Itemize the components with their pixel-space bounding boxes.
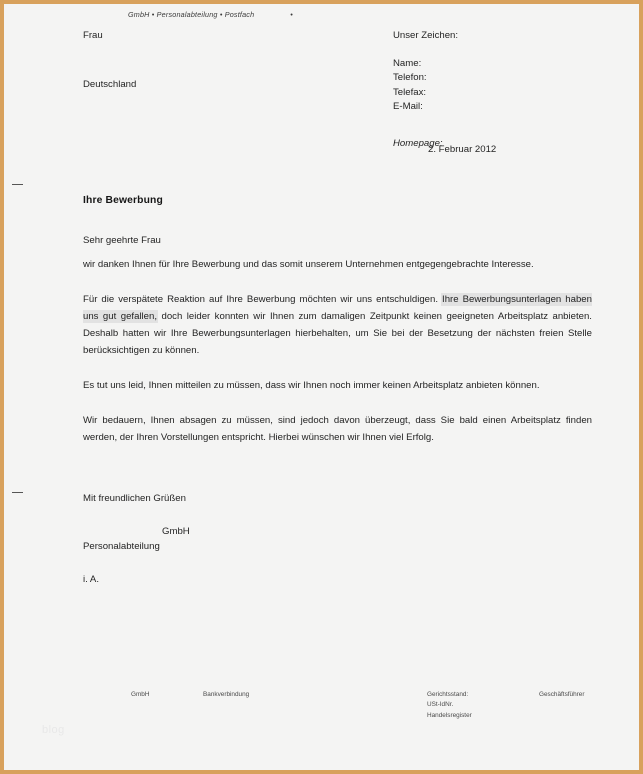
- footer-bank-line: Bankverbindung: [203, 691, 250, 698]
- letter-subject: Ihre Bewerbung: [83, 195, 163, 206]
- paper-surface: [4, 4, 639, 770]
- footer-column-management: [539, 690, 584, 700]
- paragraph-2-tail-text: doch leider konnten wir Ihnen zum damaligen Zeitpunkt keinen geeigneten Arbeitsplatz anbieten. Deshalb hatten wir Ihre Bewerbungsunterlagen hierbehalten, um Sie bei der Besetzung der nächsten freien Stelle berücksichtigen zu können.: [83, 311, 592, 357]
- fold-mark-lower: [12, 492, 23, 493]
- body-paragraph-3: Es tut uns leid, Ihnen mitteilen zu müssen, dass wir Ihnen noch immer keinen Arbeitsplatz anbieten können.: [83, 380, 540, 392]
- return-address-line: [128, 10, 293, 19]
- return-address-text: GmbH • Personalabteilung • Postfach: [128, 10, 255, 19]
- info-fax-label: Telefax:: [393, 86, 427, 98]
- closing-department: Personalabteilung: [83, 540, 160, 552]
- footer-court-line: Gerichtsstand:: [427, 691, 469, 698]
- return-address-trailing-bullet-icon: •: [290, 10, 294, 19]
- letter-body: [83, 256, 592, 447]
- letter-closing-block: [83, 492, 190, 587]
- recipient-country: Deutschland: [83, 78, 137, 90]
- sender-info-block: [393, 29, 458, 151]
- closing-by-order: i. A.: [83, 573, 99, 585]
- footer-register-line: Handelsregister: [427, 711, 472, 719]
- info-reference-label: Unser Zeichen:: [393, 30, 459, 41]
- body-paragraph-2: [83, 291, 592, 359]
- info-name-label: Name:: [393, 57, 422, 69]
- page-watermark: blog: [42, 724, 65, 736]
- recipient-salutation: Frau: [83, 30, 103, 41]
- fold-mark-upper: [12, 184, 23, 185]
- info-phone-label: Telefon:: [393, 72, 427, 84]
- info-homepage-label: Homepage:: [393, 137, 443, 149]
- letter-date: 2. Februar 2012: [428, 144, 497, 155]
- info-email-label: E-Mail:: [393, 101, 423, 113]
- recipient-address-block: [83, 30, 136, 92]
- closing-company: GmbH: [162, 525, 190, 537]
- body-paragraph-1: wir danken Ihnen für Ihre Bewerbung und das somit unserem Unternehmen entgegengebrachte Interesse.: [83, 259, 534, 270]
- paragraph-2-lead-text: Für die verspätete Reaktion auf Ihre Bewerbung möchten wir uns entschuldigen.: [83, 294, 443, 306]
- closing-greeting: Mit freundlichen Grüßen: [83, 493, 186, 504]
- footer-company-line: GmbH: [131, 691, 150, 698]
- footer-column-legal: [427, 690, 472, 721]
- footer-column-bank: [203, 690, 249, 700]
- letter-footer: [4, 690, 639, 740]
- body-paragraph-4: Wir bedauern, Ihnen absagen zu müssen, sind jedoch davon überzeugt, dass Sie bald einen Arbeitsplatz finden werden, der Ihren Vorstellungen entspricht. Hierbei wünschen wir Ihnen viel Erfolg.: [83, 415, 592, 444]
- footer-managing-director-line: Geschäftsführer: [539, 691, 585, 698]
- footer-column-company: [131, 690, 149, 700]
- highlighted-selection[interactable]: Ihre Bewerbungsunterlagen haben uns gut gefallen,: [83, 294, 592, 323]
- footer-vatid-line: USt-IdNr.: [427, 701, 454, 709]
- letter-salutation: Sehr geehrte Frau: [83, 235, 161, 246]
